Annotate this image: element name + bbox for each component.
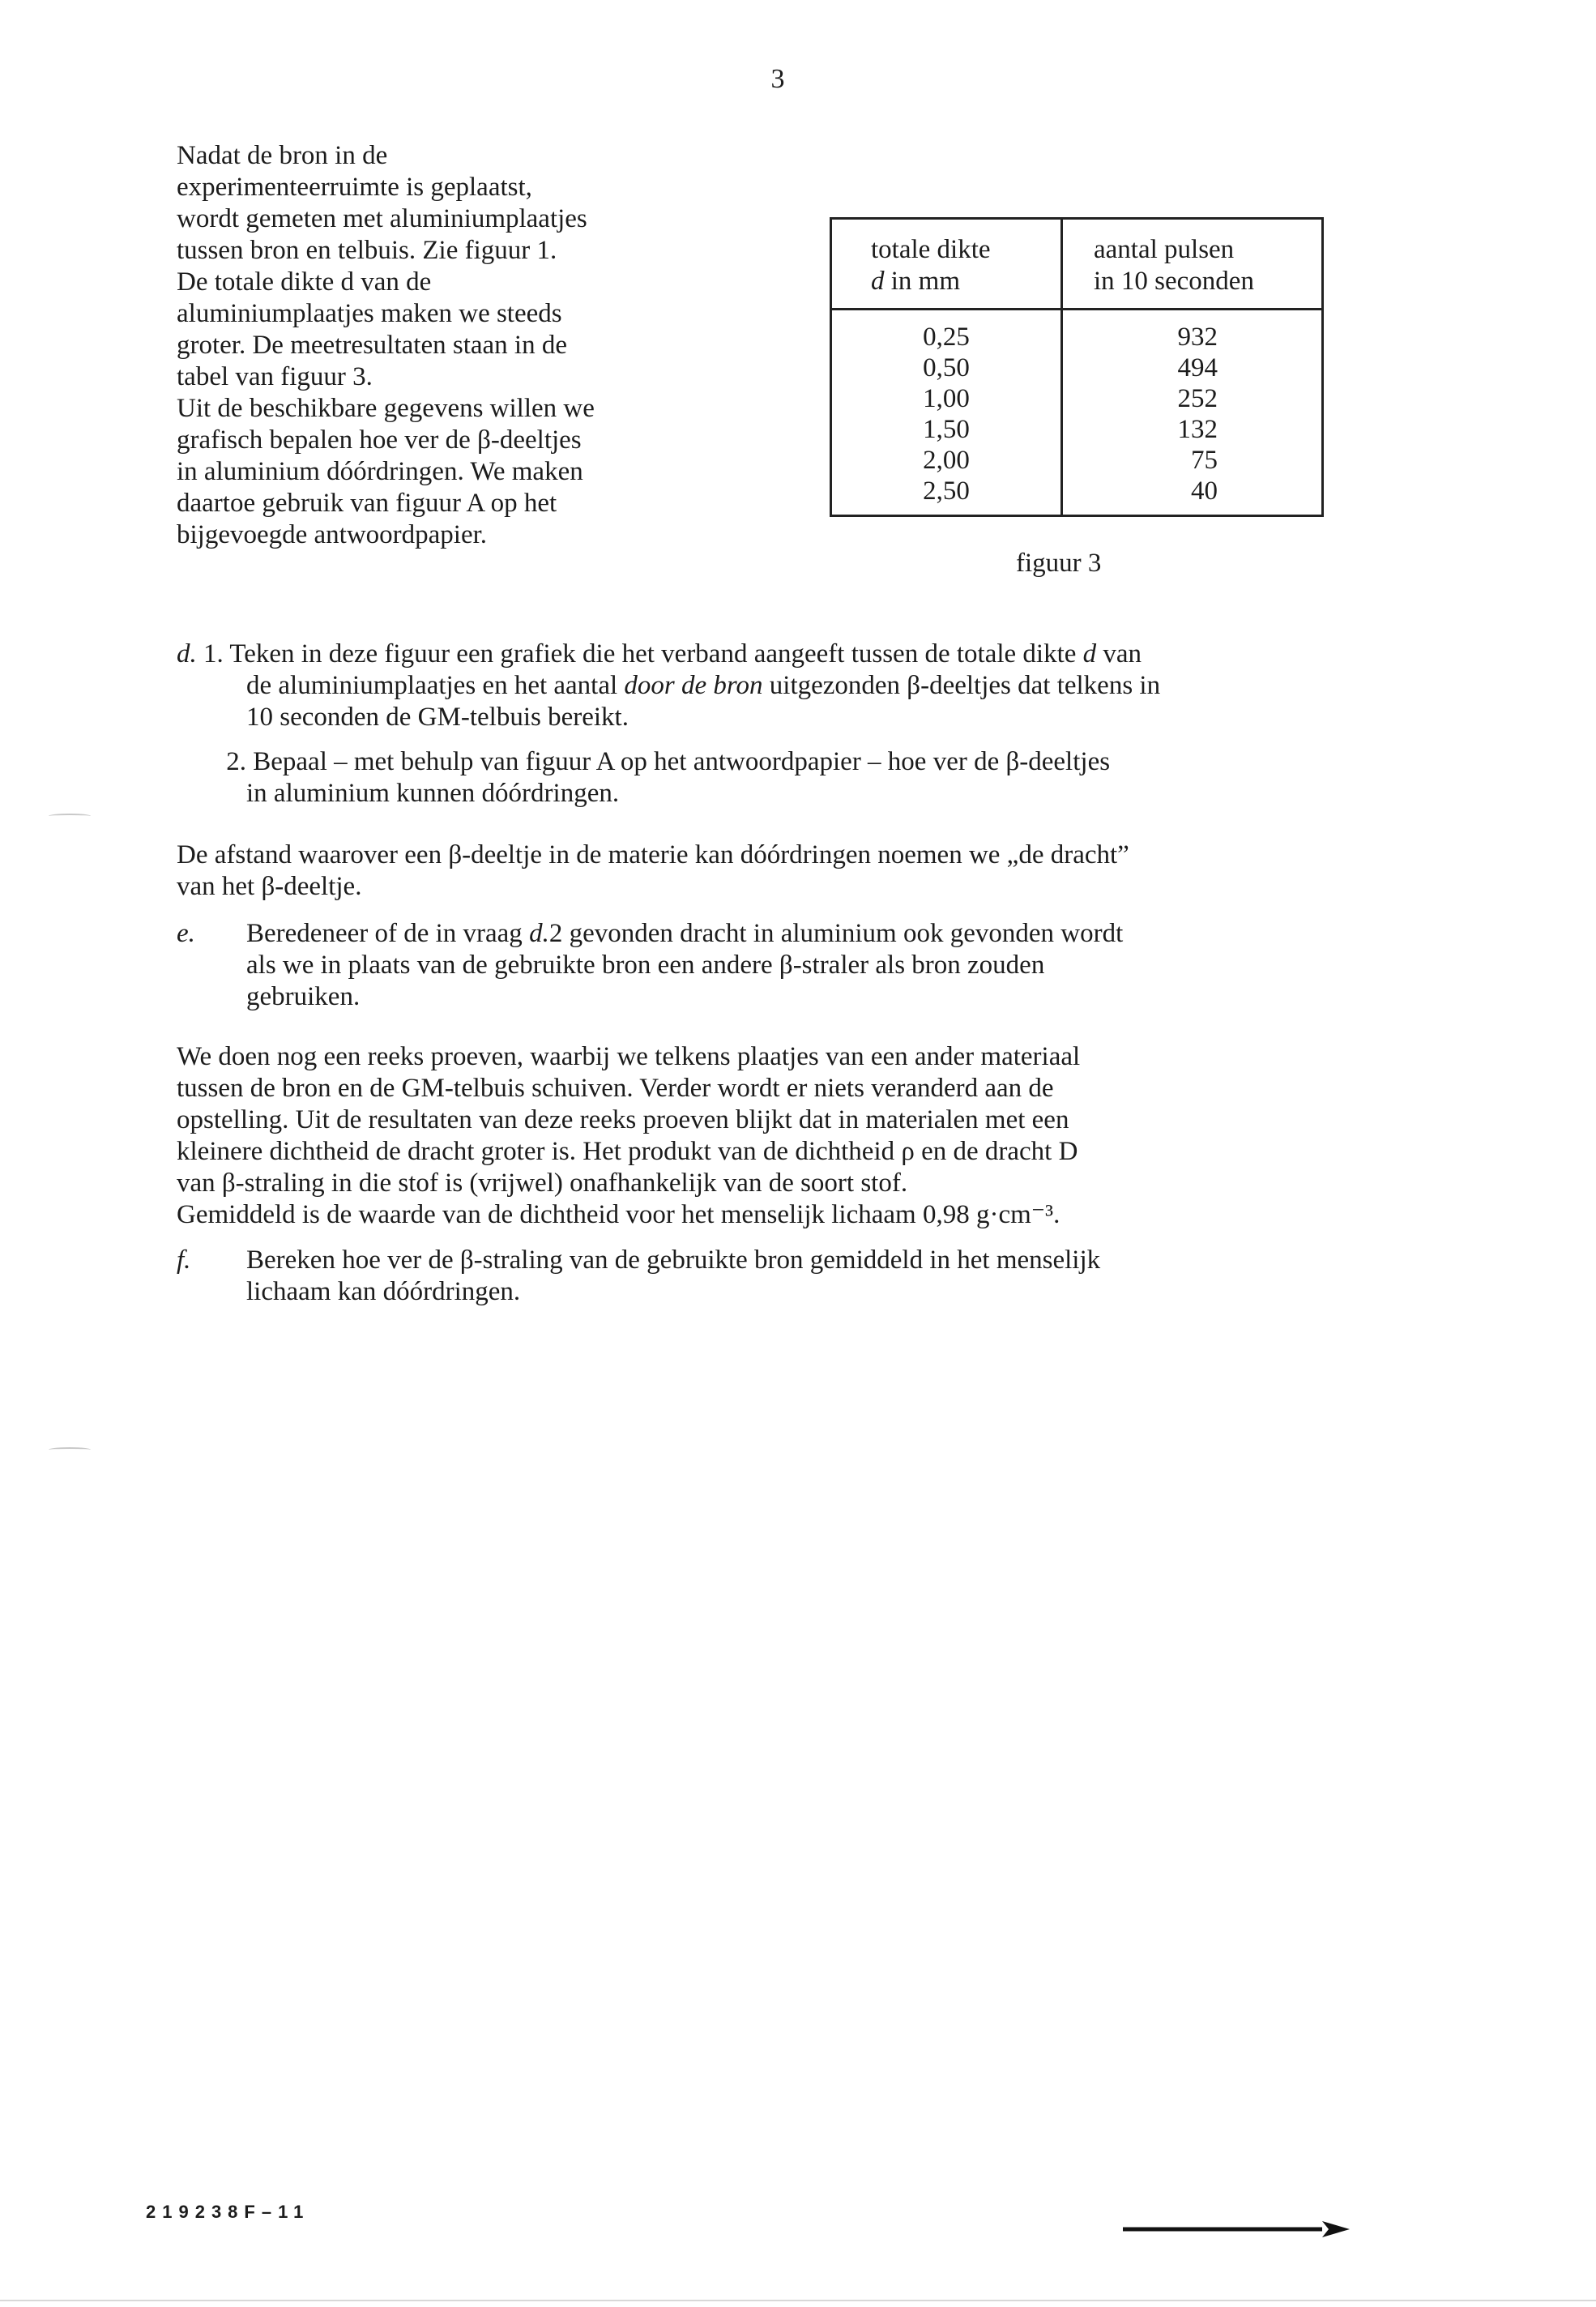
footer-code: 219238F–11 bbox=[146, 2202, 310, 2222]
variable-d: d bbox=[871, 267, 885, 296]
page-bottom-edge bbox=[0, 2300, 1596, 2301]
item-number: 1. bbox=[203, 639, 224, 669]
intro-line: Uit de beschikbare gegevens willen we bbox=[177, 394, 595, 423]
question-label: d. bbox=[177, 639, 197, 669]
intro-line: grafisch bepalen hoe ver de β-deeltjes bbox=[177, 425, 582, 455]
margin-mark bbox=[49, 1447, 91, 1452]
table-cell: 75 bbox=[1191, 446, 1218, 475]
question-d-item-2: 2. Bepaal – met behulp van figuur A op het antwoordpapier – hoe ver de β-deeltjes bbox=[177, 746, 1424, 778]
intro-text bbox=[177, 140, 711, 551]
table-cell: 932 bbox=[1177, 323, 1218, 352]
margin-mark bbox=[49, 814, 91, 818]
intro-line: in aluminium dóórdringen. We maken bbox=[177, 457, 583, 486]
intro-line: tabel van figuur 3. bbox=[177, 362, 373, 391]
intro-line: De totale dikte d van de bbox=[177, 267, 432, 297]
question-d: d. 1. Teken in deze figuur een grafiek die het verband aangeeft tussen de totale dikte d van de aluminiumplaatjes en het aantal door de bron uitgezonden β-deeltjes dat telkens in 10 seconden de GM-telbuis bereikt. 2. Bepaal – met behulp van figuur A op het antwoordpapier – hoe ver de β-deeltjes in aluminium kunnen dóórdringen. bbox=[177, 639, 1424, 810]
table-cell: 40 bbox=[1191, 476, 1218, 506]
intro-line: wordt gemeten met aluminiumplaatjes bbox=[177, 204, 587, 233]
page-number: 3 bbox=[770, 64, 785, 94]
intro-line: Nadat de bron in de bbox=[177, 141, 388, 170]
item-number: 2. bbox=[226, 747, 246, 776]
table-cell: 252 bbox=[1177, 384, 1218, 413]
intro-line: daartoe gebruik van figuur A op het bbox=[177, 489, 557, 518]
intro-line: aluminiumplaatjes maken we steeds bbox=[177, 299, 562, 328]
intro-line: bijgevoegde antwoordpapier. bbox=[177, 520, 488, 549]
intro-line: experimenteerruimte is geplaatst, bbox=[177, 173, 532, 202]
intro-line: groter. De meetresultaten staan in de bbox=[177, 331, 567, 360]
table-cell: 494 bbox=[1177, 353, 1218, 382]
figure-caption: figuur 3 bbox=[1016, 549, 1102, 578]
header-thickness: totale dikte d in mm bbox=[831, 219, 1062, 310]
question-d-item-1: d. 1. Teken in deze figuur een grafiek die het verband aangeeft tussen de totale dikte d van bbox=[177, 639, 1142, 669]
header-pulses: aantal pulsen in 10 seconden bbox=[1062, 219, 1323, 310]
measurement-table bbox=[830, 217, 1324, 517]
table-cell: 2,00 bbox=[923, 446, 970, 475]
table-cell: 1,50 bbox=[923, 415, 970, 444]
thickness-column bbox=[831, 310, 1062, 516]
question-label: e. bbox=[177, 919, 195, 948]
table-cell: 1,00 bbox=[923, 384, 970, 413]
question-f: f. Bereken hoe ver de β-straling van de gebruikte bron gemiddeld in het menselijk lichaam kan dóórdringen. bbox=[177, 1245, 1101, 1306]
definition-text: De afstand waarover een β-deeltje in de materie kan dóórdringen noemen we „de dracht” van het β-deeltje. bbox=[177, 840, 1129, 901]
table-cell: 0,25 bbox=[923, 323, 970, 352]
table-cell: 0,50 bbox=[923, 353, 970, 382]
table-cell: 132 bbox=[1177, 415, 1218, 444]
table-cell: 2,50 bbox=[923, 476, 970, 506]
question-label: f. bbox=[177, 1245, 191, 1275]
experiment-paragraph: We doen nog een reeks proeven, waarbij we telkens plaatjes van een ander materiaal tussen de bron en de GM-telbuis schuiven. Verder wordt er niets veranderd aan de opstelling. Uit de resultaten van deze reeks proeven blijkt dat in materialen met een kleinere dichtheid de dracht groter is. Het produkt van de dichtheid ρ en de dracht D van β-straling in die stof is (vrijwel) onafhankelijk van de soort stof. Gemiddeld is de waarde van de dichtheid voor het menselijk lichaam 0,98 g·cm⁻³. bbox=[177, 1042, 1081, 1229]
pulses-column bbox=[1062, 310, 1323, 516]
right-arrow-icon bbox=[1123, 2215, 1350, 2247]
intro-line: tussen bron en telbuis. Zie figuur 1. bbox=[177, 236, 557, 265]
question-e: e. Beredeneer of de in vraag d.2 gevonden dracht in aluminium ook gevonden wordt als we in plaats van de gebruikte bron een andere β-straler als bron zouden gebruiken. bbox=[177, 919, 1124, 1011]
table-body-row bbox=[831, 310, 1323, 516]
table-header-row bbox=[831, 219, 1323, 310]
